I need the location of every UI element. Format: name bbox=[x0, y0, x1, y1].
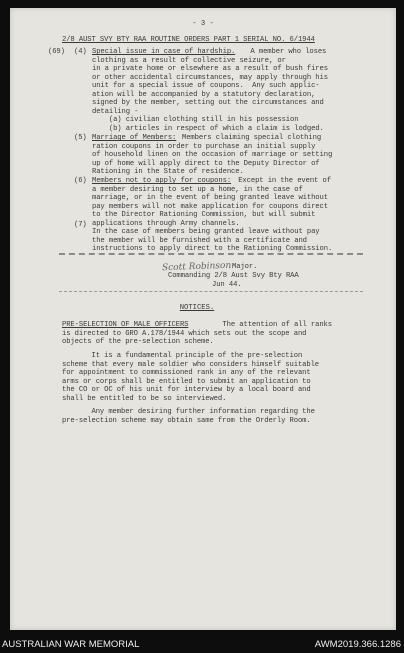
notice-para-line: shall be entitled to be so interviewed. bbox=[62, 394, 227, 403]
clause-4-heading: Special issue in case of hardship. bbox=[92, 48, 236, 56]
clause-4-number: (4) bbox=[74, 48, 87, 56]
clause-7-line: In the case of members being granted leave without pay bbox=[92, 228, 320, 236]
footer-institution: AUSTRALIAN WAR MEMORIAL bbox=[2, 639, 140, 650]
clause-5-line: up of home will apply direct to the Deputy Director of bbox=[92, 159, 320, 168]
clause-4-line: signed by the member, setting out the circumstances and bbox=[92, 99, 324, 107]
clause-4-line: ation will be accompanied by a statutory declaration, bbox=[92, 90, 316, 99]
clause-6-number: (6) bbox=[74, 177, 87, 185]
notice-para-line: pre-selection scheme may obtain same from the Orderly Room. bbox=[62, 416, 311, 425]
notice-para-line: the CO or OC of his unit for interview by a local board and bbox=[62, 386, 311, 394]
signature-date: Jun 44. bbox=[212, 281, 242, 289]
clause-5-heading: Marriage of Members: bbox=[92, 134, 177, 142]
signature-handwriting: Scott Robinson bbox=[161, 260, 232, 274]
clause-5-line: Members claiming special clothing bbox=[182, 134, 322, 142]
signature-appointment: Commanding 2/8 Aust Svy Bty RAA bbox=[168, 272, 299, 280]
clause-4-line: detailing - bbox=[92, 107, 139, 116]
clause-5-line: of household linen on the occasion of marriage or setting bbox=[92, 151, 333, 159]
clause-6-line: Except in the event of bbox=[234, 177, 331, 185]
clause-4-line: A member who loses bbox=[242, 48, 327, 56]
document-header: 2/8 AUST SVY BTY RAA ROUTINE ORDERS PART 1 SERIAL NO. 6/1944 bbox=[62, 36, 315, 44]
clause-5-line: ration coupons in order to purchase an initial supply bbox=[92, 142, 316, 151]
item-reference: (69) bbox=[48, 48, 65, 56]
clause-5-line: Rationing in the State of residence. bbox=[92, 168, 244, 176]
clause-5-number: (5) bbox=[74, 134, 87, 142]
clause-6-heading: Members not to apply for coupons: bbox=[92, 177, 232, 185]
section-divider bbox=[59, 291, 363, 292]
notice-heading: PRE-SELECTION OF MALE OFFICERS bbox=[62, 321, 189, 329]
clause-4-sub-b: (b) articles in respect of which a claim is lodged. bbox=[92, 124, 324, 133]
section-divider bbox=[59, 253, 363, 255]
notice-para-line: arms or corps shall be entitled to submit an application to bbox=[62, 377, 311, 386]
notice-para-line: objects of the pre-selection scheme. bbox=[62, 338, 214, 346]
clause-4-sub-a: (a) civilian clothing still in his possession bbox=[92, 116, 299, 124]
clause-6-line: applications through Army channels. bbox=[92, 219, 240, 228]
clause-6-line: a member desiring to set up a home, in the case of bbox=[92, 185, 303, 194]
clause-4-line: in a private home or elsewhere as a result of bush fires bbox=[92, 65, 328, 73]
notice-para-line: is directed to GRO A.178/1944 which sets out the scope and bbox=[62, 329, 307, 338]
archive-footer bbox=[0, 638, 404, 653]
clause-6-line: pay members will not make application for coupons direct bbox=[92, 202, 328, 211]
clause-4-line: or other accidental circumstances, may apply through his bbox=[92, 73, 328, 82]
page-number: - 3 - bbox=[192, 20, 214, 28]
clause-6-line: to the Director Rationing Commission, but will submit bbox=[92, 211, 316, 219]
clause-7-line: the member will be furnished with a certificate and bbox=[92, 236, 307, 245]
footer-accession-number: AWM2019.366.1286 bbox=[314, 639, 401, 650]
clause-6-line: marriage, or in the event of being granted leave without bbox=[92, 194, 328, 202]
clause-4-line: clothing as a result of collective seizure, or bbox=[92, 56, 286, 65]
notices-title: NOTICES. bbox=[179, 304, 215, 312]
clause-7-number: (7) bbox=[74, 221, 87, 229]
document-page bbox=[10, 8, 396, 630]
notice-para-line: for appointment to commissioned rank in any of the relevant bbox=[62, 369, 311, 377]
clause-7-line: instructions to apply direct to the Rationing Commission. bbox=[92, 245, 333, 253]
notice-para-line: It is a fundamental principle of the pre-selection bbox=[62, 352, 303, 360]
clause-4-line: unit for a special issue of coupons. Any such applic- bbox=[92, 82, 320, 90]
signature-rank: Major. bbox=[232, 263, 258, 271]
notice-para-line: scheme that every male soldier who considers himself suitable bbox=[62, 360, 320, 369]
notice-para-line: Any member desiring further information regarding the bbox=[62, 408, 315, 416]
notice-para-line: The attention of all ranks bbox=[214, 321, 332, 329]
